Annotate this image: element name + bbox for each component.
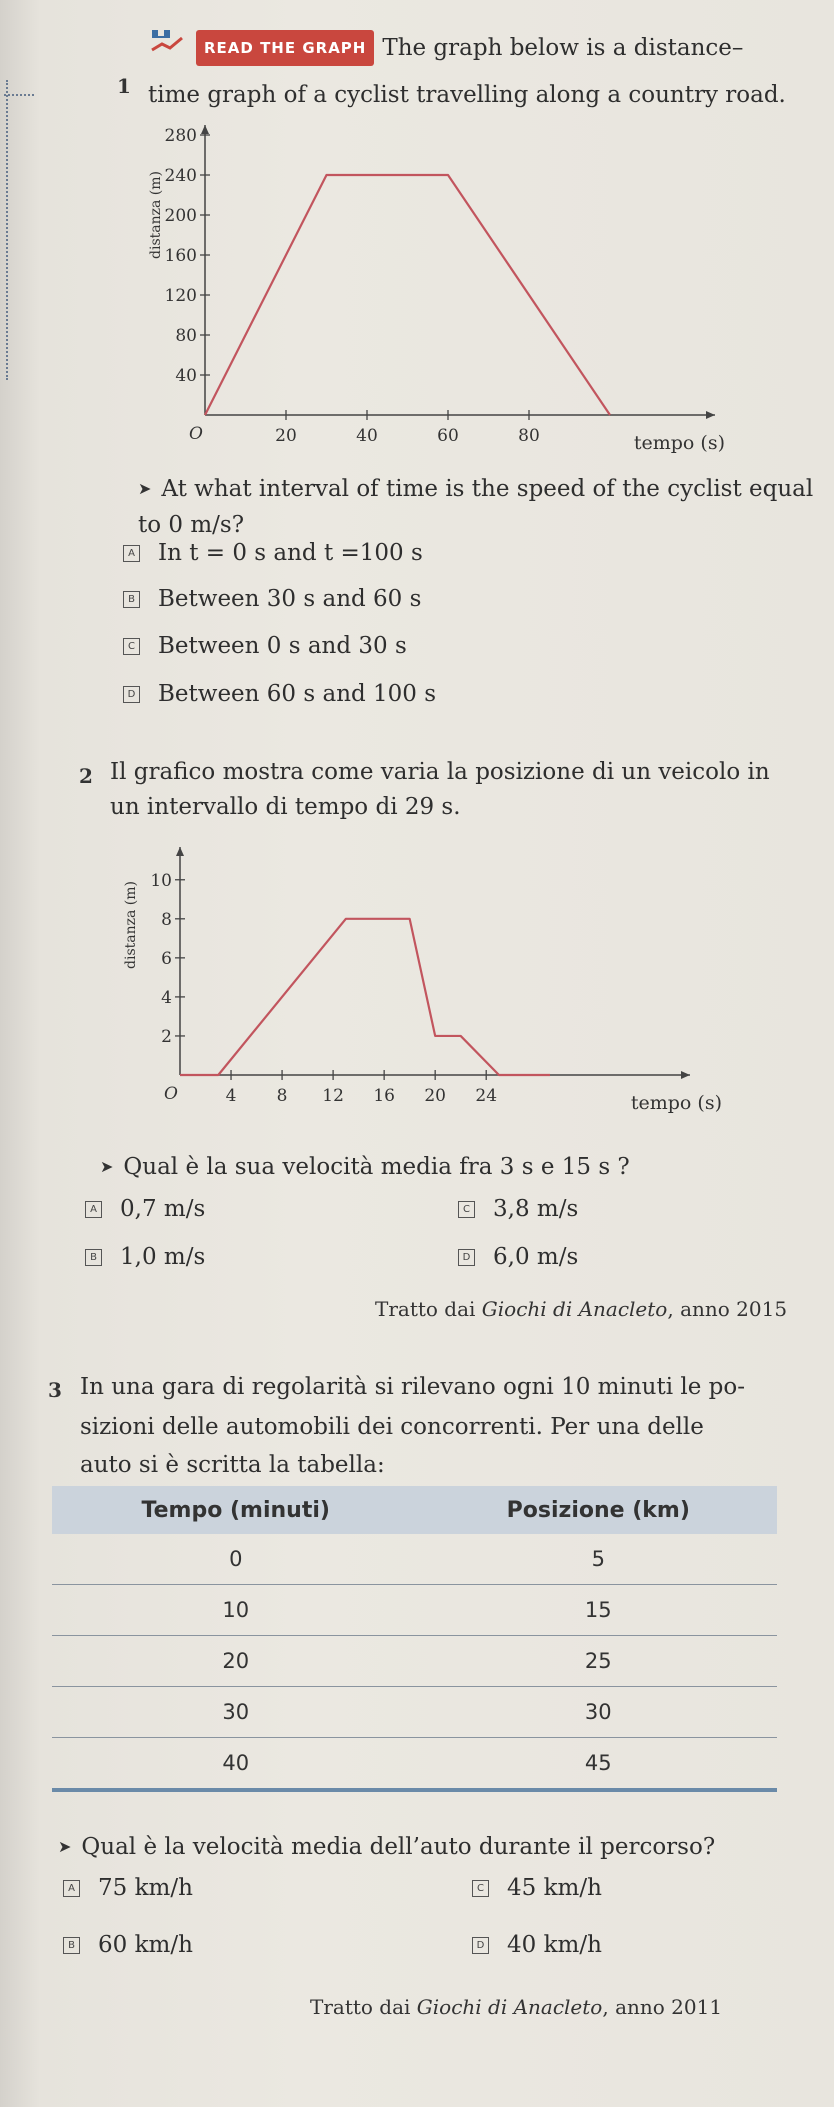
q2-option-b[interactable]	[85, 1244, 205, 1270]
option-letter-box: D	[458, 1249, 475, 1266]
option-text: Between 60 s and 100 s	[158, 681, 437, 707]
option-letter-box: B	[123, 591, 140, 608]
margin-dotted-line	[6, 80, 14, 380]
table-cell: 10	[52, 1585, 420, 1636]
x-tick-label: 20	[275, 426, 297, 446]
q1-number: 1	[117, 74, 131, 98]
table-row	[52, 1687, 777, 1738]
option-text: 3,8 m/s	[493, 1196, 579, 1222]
margin-dotted-line-top	[4, 94, 34, 96]
origin-label: O	[164, 1084, 178, 1104]
credit-title: Giochi di Anacleto	[416, 1995, 603, 2019]
y-tick-label: 8	[161, 909, 172, 930]
table-cell: 45	[420, 1738, 777, 1791]
q1-question-text: At what interval of time is the speed of the cyclist equal	[161, 476, 814, 502]
arrow-bullet-icon: ➤	[100, 1157, 114, 1176]
q1-option-a[interactable]	[123, 540, 423, 566]
q3-intro-line3: auto si è scritta la tabella:	[80, 1452, 385, 1478]
arrow-bullet-icon: ➤	[58, 1837, 72, 1856]
option-text: 1,0 m/s	[120, 1244, 206, 1270]
q2-intro-line1: Il grafico mostra come varia la posizione di un veicolo in	[110, 759, 770, 785]
q3-option-d[interactable]	[472, 1932, 602, 1958]
option-text: 6,0 m/s	[493, 1244, 579, 1270]
q1-option-d[interactable]	[123, 681, 436, 707]
y-tick-label: 200	[164, 206, 197, 226]
origin-label: O	[189, 424, 203, 444]
q3-intro-line1: In una gara di regolarità si rilevano ogni 10 minuti le po-	[80, 1374, 745, 1400]
option-letter-box: B	[85, 1249, 102, 1266]
table-cell: 0	[52, 1534, 420, 1585]
q3-number: 3	[48, 1378, 62, 1402]
credit-prefix: Tratto dai	[310, 1995, 417, 2019]
y-axis-arrow	[176, 847, 184, 856]
q3-option-b[interactable]	[63, 1932, 193, 1958]
y-tick-label: 40	[175, 366, 197, 386]
y-tick-label: 160	[164, 246, 197, 266]
x-axis-arrow	[681, 1071, 690, 1079]
x-axis-label: tempo (s)	[633, 432, 725, 454]
y-tick-label: 120	[164, 286, 197, 306]
q1-intro-line1	[196, 30, 743, 66]
table-cell: 30	[420, 1687, 777, 1738]
data-series-line	[205, 175, 610, 415]
table-cell: 40	[52, 1738, 420, 1791]
q2-option-a[interactable]	[85, 1196, 205, 1222]
q1-question-line1	[138, 472, 813, 506]
table-header: Tempo (minuti)	[52, 1486, 420, 1534]
q3-data-table	[52, 1486, 777, 1792]
q1-distance-time-chart	[140, 115, 740, 460]
table-row	[52, 1636, 777, 1687]
q2-question-text: Qual è la sua velocità media fra 3 s e 15 s ?	[123, 1154, 630, 1180]
option-text: Between 0 s and 30 s	[158, 633, 407, 659]
q2-number: 2	[79, 764, 93, 788]
option-letter-box: C	[472, 1880, 489, 1897]
q2-option-d[interactable]	[458, 1244, 578, 1270]
table-cell: 15	[420, 1585, 777, 1636]
q2-question	[100, 1150, 630, 1184]
q2-credit	[375, 1297, 787, 1321]
credit-title: Giochi di Anacleto	[481, 1297, 668, 1321]
y-tick-label: 80	[175, 326, 197, 346]
x-tick-label: 24	[475, 1086, 498, 1106]
arrow-bullet-icon: ➤	[138, 479, 152, 498]
table-cell: 5	[420, 1534, 777, 1585]
q1-intro-line2: time graph of a cyclist travelling along a country road.	[148, 82, 786, 108]
q3-option-a[interactable]	[63, 1875, 193, 1901]
option-text: 0,7 m/s	[120, 1196, 206, 1222]
data-series-line	[180, 919, 550, 1075]
option-text: 45 km/h	[507, 1875, 602, 1901]
q3-question-text: Qual è la velocità media dell’auto durante il percorso?	[81, 1834, 716, 1860]
option-letter-box: D	[123, 686, 140, 703]
credit-prefix: Tratto dai	[375, 1297, 482, 1321]
x-axis-label: tempo (s)	[630, 1092, 722, 1114]
y-tick-label: 2	[161, 1026, 172, 1047]
q2-distance-time-chart	[110, 830, 735, 1140]
option-letter-box: A	[63, 1880, 80, 1897]
option-text: In t = 0 s and t =100 s	[158, 540, 423, 566]
option-letter-box: C	[123, 638, 140, 655]
x-tick-label: 80	[518, 426, 540, 446]
y-axis-label: distanza (m)	[148, 171, 164, 259]
option-letter-box: A	[85, 1201, 102, 1218]
q3-intro-line2: sizioni delle automobili dei concorrenti. Per una delle	[80, 1414, 704, 1440]
y-tick-label: 6	[161, 948, 172, 969]
option-text: Between 30 s and 60 s	[158, 586, 422, 612]
option-letter-box: C	[458, 1201, 475, 1218]
table-row	[52, 1585, 777, 1636]
y-axis-arrow	[201, 125, 209, 134]
x-tick-label: 16	[373, 1086, 395, 1106]
y-axis-label: distanza (m)	[123, 881, 139, 969]
credit-suffix: , anno 2011	[602, 1995, 723, 2019]
option-text: 60 km/h	[98, 1932, 193, 1958]
table-cell: 25	[420, 1636, 777, 1687]
q3-credit	[310, 1995, 722, 2019]
option-letter-box: A	[123, 545, 140, 562]
credit-suffix: , anno 2015	[667, 1297, 788, 1321]
x-tick-label: 8	[276, 1086, 288, 1106]
table-header: Posizione (km)	[420, 1486, 777, 1534]
x-tick-label: 4	[225, 1086, 237, 1106]
q1-option-b[interactable]	[123, 586, 421, 612]
q2-intro-line2: un intervallo di tempo di 29 s.	[110, 794, 461, 820]
q1-option-c[interactable]	[123, 633, 407, 659]
x-tick-label: 20	[424, 1086, 446, 1106]
read-the-graph-badge: READ THE GRAPH	[196, 30, 374, 66]
table-row	[52, 1738, 777, 1791]
y-tick-label: 280	[164, 126, 197, 146]
option-letter-box: D	[472, 1937, 489, 1954]
q1-question-line2: to 0 m/s?	[138, 512, 245, 538]
q1-intro-text: The graph below is a distance–	[382, 35, 744, 61]
x-tick-label: 60	[437, 426, 459, 446]
x-tick-label: 40	[356, 426, 378, 446]
read-graph-icon	[148, 24, 196, 56]
q3-option-c[interactable]	[472, 1875, 602, 1901]
option-text: 40 km/h	[507, 1932, 602, 1958]
y-tick-label: 4	[161, 987, 172, 1008]
table-cell: 20	[52, 1636, 420, 1687]
q3-question	[58, 1830, 715, 1864]
y-tick-label: 240	[164, 166, 197, 186]
table-cell: 30	[52, 1687, 420, 1738]
table-row	[52, 1534, 777, 1585]
x-axis-arrow	[706, 411, 715, 419]
x-tick-label: 12	[322, 1086, 344, 1106]
option-text: 75 km/h	[98, 1875, 193, 1901]
q2-option-c[interactable]	[458, 1196, 578, 1222]
option-letter-box: B	[63, 1937, 80, 1954]
y-tick-label: 10	[150, 870, 172, 891]
